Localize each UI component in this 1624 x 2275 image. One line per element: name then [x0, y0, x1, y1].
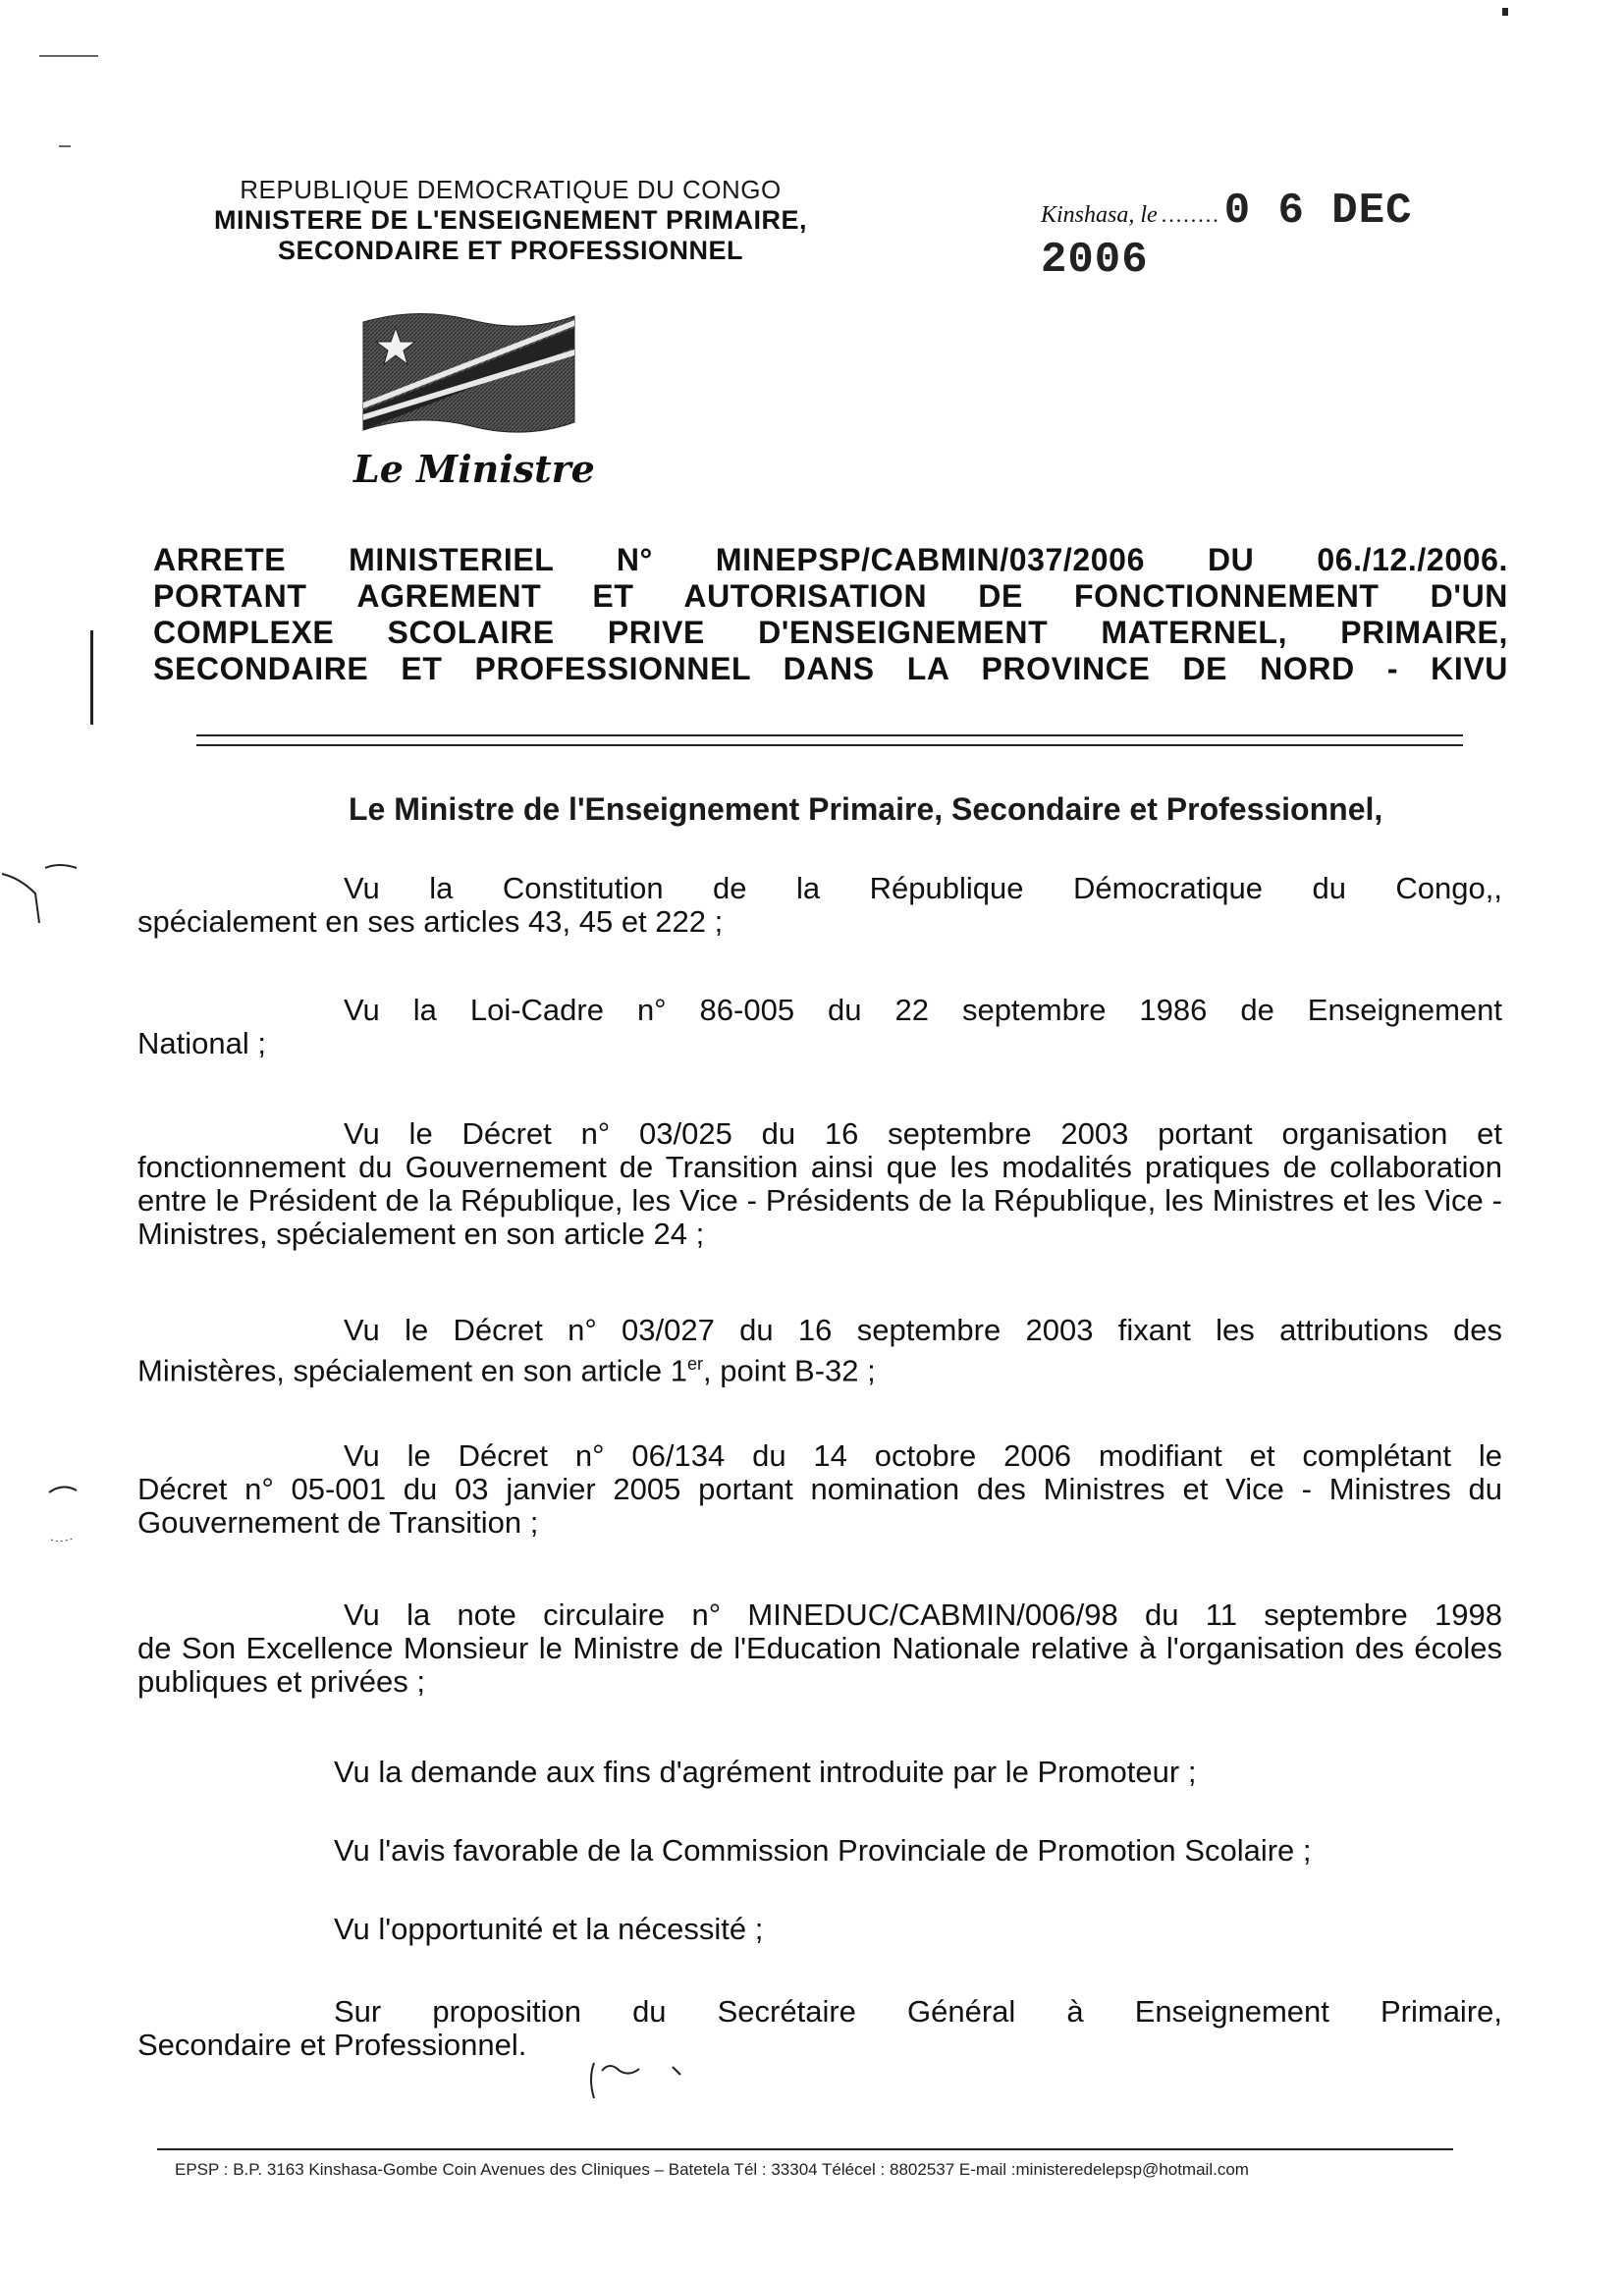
consideration-3-first: Vu le Décret n° 03/025 du 16 septembre 2003 portant organisation et	[344, 1116, 1502, 1151]
consideration-5-rest: Décret n° 05-001 du 03 janvier 2005 portant nomination des Ministres et Vice - Ministres du Gouvernement de Transition ;	[137, 1472, 1502, 1540]
consideration-1-rest: spécialement en ses articles 43, 45 et 222 ;	[137, 904, 724, 939]
title-line-1: ARRETE MINISTERIEL N° MINEPSP/CABMIN/0​37/2006 DU 06./12./2006.	[153, 542, 1508, 577]
consideration-5-first: Vu le Décret n° 06/134 du 14 octobre 2006 modifiant et complétant le	[344, 1438, 1502, 1473]
title-line-3: COMPLEXE SCOLAIRE PRIVE D'ENSEIGNEMENT MATERNEL, PRIMAIRE,	[153, 615, 1508, 650]
consideration-6-rest: de Son Excellence Monsieur le Ministre de l'Education Nationale relative à l'organisation des écoles publiques et privées ;	[137, 1631, 1502, 1699]
letterhead-ministry: MINISTERE DE L'ENSEIGNEMENT PRIMAIRE,	[214, 205, 807, 235]
decree-title	[153, 542, 1508, 687]
date-prefix: Kinshasa, le	[1041, 202, 1158, 228]
date-stamp: 0 6 DEC 2006	[1041, 187, 1413, 285]
margin-scribble-2	[45, 1473, 84, 1551]
consideration-8	[137, 1834, 1502, 1868]
consideration-1	[137, 872, 1502, 939]
footer-rule	[157, 2148, 1453, 2150]
title-rule-2	[196, 744, 1463, 746]
consideration-1-first: Vu la Constitution de la République Démocratique du Congo,,	[344, 871, 1502, 905]
letterhead-ministry-cont: SECONDAIRE ET PROFESSIONNEL	[277, 236, 744, 265]
consideration-6	[137, 1598, 1502, 1699]
signatory-heading: Le Ministre	[353, 447, 595, 491]
consideration-3-rest: fonctionnement du Gouvernement de Transition ainsi que les modalités pratiques de collaboration entre le Président de la République, les Vice - Présidents de la République, les Ministres et les Vice - Ministres, spécialement en son article 24 ;	[137, 1150, 1502, 1251]
initials-mark	[584, 2057, 692, 2106]
scan-speck-3	[59, 145, 71, 147]
consideration-10-rest: Secondaire et Professionnel.	[137, 2028, 527, 2062]
scan-speck-2	[39, 55, 98, 57]
consideration-4-rest-b: , point B-32 ;	[703, 1353, 876, 1388]
consideration-7	[137, 1756, 1502, 1789]
margin-mark	[90, 630, 93, 725]
consideration-2-rest: National ;	[137, 1026, 266, 1060]
title-rule	[196, 734, 1463, 736]
letterhead-republic: REPUBLIQUE DEMOCRATIQUE DU CONGO	[240, 175, 782, 204]
consideration-9-first: Vu l'opportunité et la nécessité ;	[334, 1912, 764, 1946]
consideration-4	[137, 1314, 1502, 1387]
consideration-10-first: Sur proposition du Secrétaire Général à Enseignement Primaire,	[334, 1994, 1502, 2029]
consideration-6-first: Vu la note circulaire n° MINEDUC/CABMIN/006/98 du 11 septembre 1998	[344, 1598, 1502, 1632]
title-line-2: PORTANT AGREMENT ET AUTORISATION DE FONCTIONNEMENT D'UN	[153, 578, 1508, 614]
footer-address: EPSP : B.P. 3163 Kinshasa-Gombe Coin Avenues des Cliniques – Batetela Tél : 33304 Télécel : 8802537 E-mail :ministeredelepsp@hotmail.com	[175, 2160, 1249, 2179]
consideration-2	[137, 994, 1502, 1060]
consideration-3	[137, 1117, 1502, 1251]
consideration-7-first: Vu la demande aux fins d'agrément introduite par le Promoteur ;	[334, 1755, 1197, 1789]
date-dots: ........	[1161, 202, 1220, 227]
preamble-lead: Le Ministre de l'Enseignement Primaire, Secondaire et Professionnel,	[349, 791, 1383, 827]
consideration-9	[137, 1913, 1502, 1946]
title-line-4: SECONDAIRE ET PROFESSIONNEL DANS LA PROVINCE DE NORD - KIVU	[153, 651, 1508, 686]
consideration-10	[137, 1995, 1502, 2062]
consideration-4-first: Vu le Décret n° 03/027 du 16 septembre 2003 fixant les attributions des	[344, 1313, 1502, 1347]
consideration-2-first: Vu la Loi-Cadre n° 86-005 du 22 septembre 1986 de Enseignement	[344, 993, 1502, 1027]
consideration-8-first: Vu l'avis favorable de la Commission Provinciale de Promotion Scolaire ;	[334, 1833, 1312, 1868]
flag-icon	[358, 304, 579, 442]
date-line	[1041, 187, 1502, 285]
consideration-4-sup: er	[686, 1354, 703, 1374]
consideration-5	[137, 1439, 1502, 1540]
margin-scribble	[0, 854, 79, 933]
letterhead	[147, 175, 874, 266]
consideration-4-rest-a: Ministères, spécialement en son article 1	[137, 1353, 687, 1388]
scan-speck	[1502, 8, 1508, 16]
